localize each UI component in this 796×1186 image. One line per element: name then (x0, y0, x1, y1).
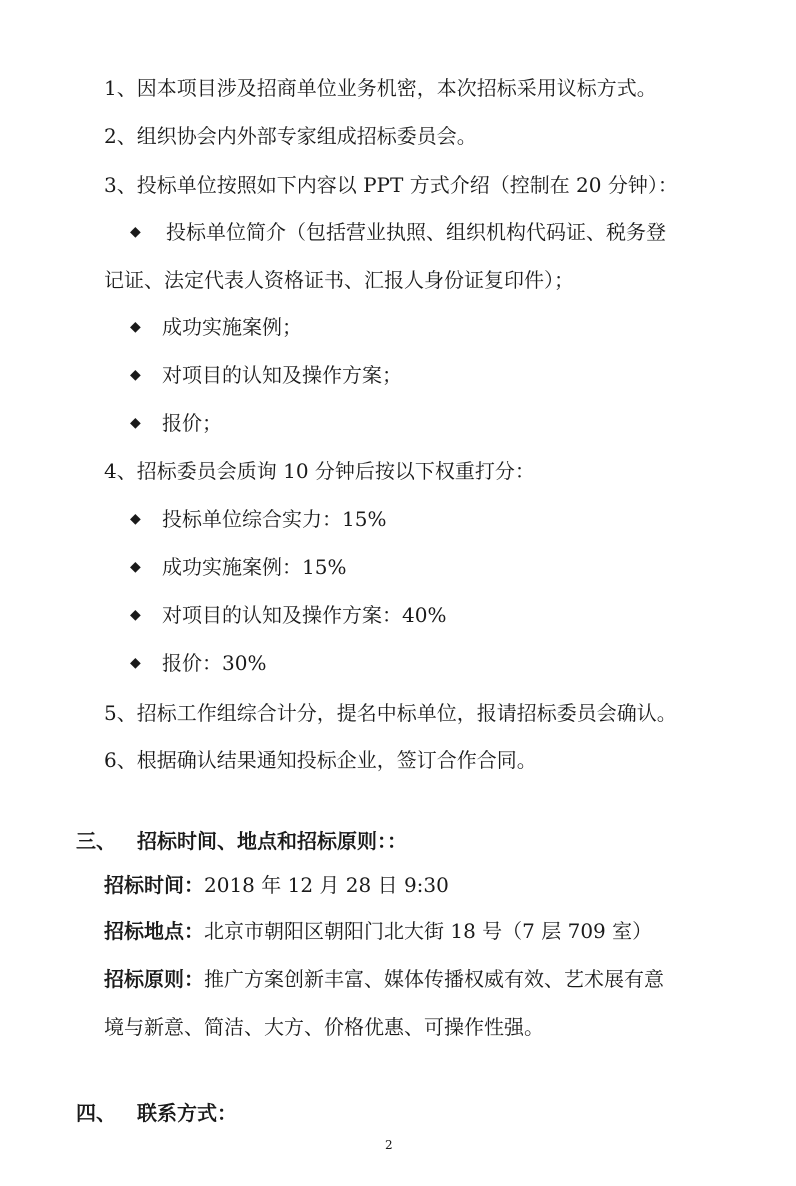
list-item-number: 5、 (104, 701, 137, 725)
tender-principle-value: 推广方案创新丰富、媒体传播权威有效、艺术展有意 (204, 967, 664, 991)
list-item-text: 招标工作组综合计分，提名中标单位，报请招标委员会确认。 (136, 701, 677, 725)
list-item-number: 2、 (104, 124, 137, 148)
tender-time-value: 2018 年 12 月 28 日 9:30 (204, 873, 449, 897)
tender-time (104, 872, 449, 898)
weight-item-cases: 成功实施案例：15% (162, 555, 347, 579)
bullet-item-price: 报价； (162, 411, 222, 435)
bullet-diamond-icon: ◆ (130, 655, 141, 671)
weight-item-strength: 投标单位综合实力：15% (162, 507, 387, 531)
bullet-item-cases: 成功实施案例； (162, 315, 302, 339)
section-4-number: 四、 (76, 1101, 116, 1125)
bullet-item-company-intro: 投标单位简介（包括营业执照、组织机构代码证、税务登 (166, 220, 666, 244)
list-item-number: 3、 (104, 173, 137, 197)
tender-principle-continued: 境与新意、简洁、大方、价格优惠、可操作性强。 (104, 1015, 544, 1039)
tender-principle (104, 966, 664, 992)
list-item-3 (104, 172, 678, 198)
list-item-text: 因本项目涉及招商单位业务机密，本次招标采用议标方式。 (136, 76, 657, 100)
weight-item-plan: 对项目的认知及操作方案：40% (162, 603, 447, 627)
section-3-title: 招标时间、地点和招标原则：： (137, 829, 407, 853)
bullet-diamond-icon: ◆ (130, 367, 141, 383)
bullet-item-plan: 对项目的认知及操作方案； (162, 363, 402, 387)
list-item-text: 投标单位按照如下内容以 PPT 方式介绍（控制在 20 分钟）： (136, 173, 678, 197)
bullet-diamond-icon: ◆ (130, 607, 141, 623)
section-4-title: 联系方式： (137, 1101, 237, 1125)
tender-place-label: 招标地点： (104, 919, 204, 943)
list-item-4 (104, 458, 535, 484)
list-item-text: 组织协会内外部专家组成招标委员会。 (136, 124, 477, 148)
weight-item-price: 报价：30% (162, 651, 267, 675)
list-item-number: 1、 (104, 76, 137, 100)
list-item-text: 招标委员会质询 10 分钟后按以下权重打分： (136, 459, 535, 483)
page-number: 2 (385, 1138, 393, 1152)
list-item-6 (104, 747, 537, 773)
list-item-number: 4、 (104, 459, 137, 483)
tender-time-label: 招标时间： (104, 873, 204, 897)
list-item-1 (104, 75, 657, 101)
bullet-diamond-icon: ◆ (130, 224, 141, 240)
tender-principle-label: 招标原则： (104, 967, 204, 991)
section-3-number: 三、 (76, 829, 116, 853)
tender-place-value: 北京市朝阳区朝阳门北大街 18 号（7 层 709 室） (204, 919, 653, 943)
list-item-text: 根据确认结果通知投标企业，签订合作合同。 (136, 748, 537, 772)
bullet-diamond-icon: ◆ (130, 415, 141, 431)
list-item-number: 6、 (104, 748, 137, 772)
list-item-5 (104, 700, 677, 726)
tender-place (104, 918, 652, 944)
list-item-2 (104, 123, 477, 149)
bullet-diamond-icon: ◆ (130, 559, 141, 575)
bullet-diamond-icon: ◆ (130, 511, 141, 527)
bullet-diamond-icon: ◆ (130, 319, 141, 335)
bullet-item-company-intro-continued: 记证、法定代表人资格证书、汇报人身份证复印件）； (104, 268, 574, 292)
